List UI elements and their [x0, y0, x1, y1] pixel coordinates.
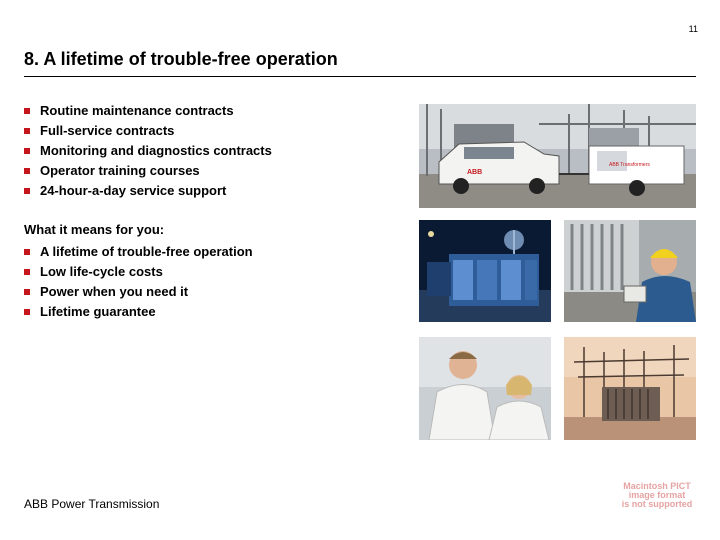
- list-item: Routine maintenance contracts: [24, 101, 272, 121]
- list-item: Monitoring and diagnostics contracts: [24, 141, 272, 161]
- list-item: Operator training courses: [24, 161, 272, 181]
- list-item: 24-hour-a-day service support: [24, 181, 272, 201]
- square-bullet-icon: [24, 148, 30, 154]
- square-bullet-icon: [24, 269, 30, 275]
- engineers-photo: [419, 337, 551, 440]
- substation-photo: [564, 337, 696, 440]
- footer-text: ABB Power Transmission: [24, 497, 160, 511]
- transformer-night-photo: [419, 220, 551, 322]
- benefits-list: [24, 242, 253, 322]
- pict-unsupported-notice: Macintosh PICT image format is not supported: [621, 481, 693, 509]
- title-rule: [24, 76, 696, 77]
- square-bullet-icon: [24, 128, 30, 134]
- square-bullet-icon: [24, 309, 30, 315]
- trailer-text: ABB Transformers: [609, 162, 650, 168]
- list-item: Full-service contracts: [24, 121, 272, 141]
- engineer-photo: [564, 220, 696, 322]
- square-bullet-icon: [24, 108, 30, 114]
- square-bullet-icon: [24, 168, 30, 174]
- service-vehicle-photo: [419, 104, 696, 208]
- list-item: Low life-cycle costs: [24, 262, 253, 282]
- services-list: [24, 101, 272, 201]
- square-bullet-icon: [24, 289, 30, 295]
- page-number: 11: [688, 24, 698, 34]
- list-item: Power when you need it: [24, 282, 253, 302]
- square-bullet-icon: [24, 249, 30, 255]
- list-item: Lifetime guarantee: [24, 302, 253, 322]
- page-title: 8. A lifetime of trouble-free operation: [24, 49, 338, 69]
- benefits-intro: What it means for you:: [24, 222, 165, 237]
- list-item: A lifetime of trouble-free operation: [24, 242, 253, 262]
- car-logo-text: ABB: [467, 169, 483, 176]
- square-bullet-icon: [24, 188, 30, 194]
